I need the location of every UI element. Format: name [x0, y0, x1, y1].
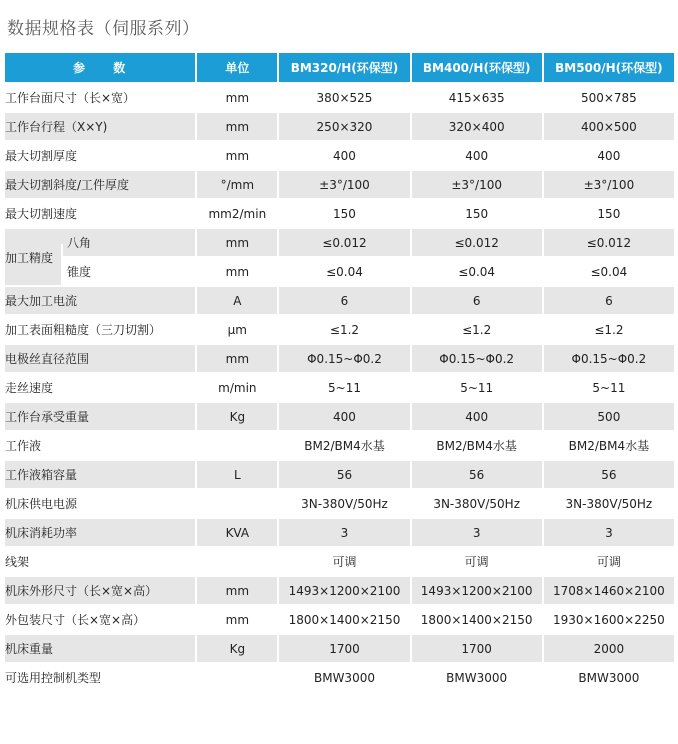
- row-unit: mm: [197, 113, 279, 142]
- table-row: [5, 84, 676, 113]
- row-value-model-3: 可调: [544, 548, 676, 577]
- row-value-model-2: 1700: [412, 635, 544, 664]
- row-value-model-2: 1493×1200×2100: [412, 577, 544, 606]
- row-value-model-3: BMW3000: [544, 664, 676, 693]
- row-value-model-2: 400: [412, 403, 544, 432]
- row-value-model-3: BM2/BM4水基: [544, 432, 676, 461]
- row-value-model-1: 6: [279, 287, 411, 316]
- row-value-model-2: Φ0.15~Φ0.2: [412, 345, 544, 374]
- row-value-model-3: 400: [544, 142, 676, 171]
- row-label: 最大加工电流: [5, 287, 197, 316]
- table-row: [5, 519, 676, 548]
- row-unit: mm2/min: [197, 200, 279, 229]
- row-label: 最大切割厚度: [5, 142, 197, 171]
- row-label: 机床消耗功率: [5, 519, 197, 548]
- row-label: [5, 229, 197, 265]
- row-value-model-1: 250×320: [279, 113, 411, 142]
- row-value-model-3: 500×785: [544, 84, 676, 113]
- header-model-3: BM500/H(环保型): [544, 53, 676, 84]
- table-row: [5, 287, 676, 316]
- row-value-model-1: 1493×1200×2100: [279, 577, 411, 606]
- row-label: 机床供电电源: [5, 490, 197, 519]
- row-value-model-1: 1700: [279, 635, 411, 664]
- row-unit: [197, 664, 279, 693]
- row-label: 工作液箱容量: [5, 461, 197, 490]
- row-unit: mm: [197, 345, 279, 374]
- row-unit: [197, 490, 279, 519]
- table-row: [5, 200, 676, 229]
- row-unit: A: [197, 287, 279, 316]
- row-value-model-3: 1708×1460×2100: [544, 577, 676, 606]
- row-unit: KVA: [197, 519, 279, 548]
- row-value-model-1: 5~11: [279, 374, 411, 403]
- spec-table: [5, 53, 676, 693]
- row-value-model-2: BM2/BM4水基: [412, 432, 544, 461]
- row-value-model-3: 6: [544, 287, 676, 316]
- row-value-model-2: 415×635: [412, 84, 544, 113]
- row-label: 工作台行程（X×Y): [5, 113, 197, 142]
- row-label: 电极丝直径范围: [5, 345, 197, 374]
- row-label: 加工表面粗糙度（三刀切割）: [5, 316, 197, 345]
- row-unit: [197, 432, 279, 461]
- table-row: [5, 577, 676, 606]
- table-row: [5, 548, 676, 577]
- row-value-model-1: 400: [279, 142, 411, 171]
- sub-label: 八角: [67, 236, 92, 250]
- row-value-model-3: 56: [544, 461, 676, 490]
- row-value-model-1: ≤0.012: [279, 229, 411, 258]
- row-label: 最大切割斜度/工件厚度: [5, 171, 197, 200]
- row-value-model-1: ≤0.04: [279, 258, 411, 287]
- row-label: 工作台面尺寸（长×宽）: [5, 84, 197, 113]
- table-row: [5, 490, 676, 519]
- row-value-model-1: 56: [279, 461, 411, 490]
- header-param: 参 数: [5, 53, 197, 84]
- row-value-model-3: 3N-380V/50Hz: [544, 490, 676, 519]
- row-value-model-3: 150: [544, 200, 676, 229]
- row-value-model-3: 2000: [544, 635, 676, 664]
- row-value-model-2: 3: [412, 519, 544, 548]
- row-label: 外包装尺寸（长×宽×高）: [5, 606, 197, 635]
- row-unit: mm: [197, 258, 279, 287]
- row-unit: Kg: [197, 403, 279, 432]
- row-value-model-2: ≤1.2: [412, 316, 544, 345]
- row-label: 线架: [5, 548, 197, 577]
- row-unit: °/mm: [197, 171, 279, 200]
- row-label: 最大切割速度: [5, 200, 197, 229]
- row-value-model-1: 1800×1400×2150: [279, 606, 411, 635]
- row-value-model-3: 5~11: [544, 374, 676, 403]
- spec-table-body: [5, 84, 676, 693]
- row-label: 可选用控制机类型: [5, 664, 197, 693]
- table-row: [5, 664, 676, 693]
- row-value-model-2: BMW3000: [412, 664, 544, 693]
- table-row: [5, 374, 676, 403]
- table-row: [5, 606, 676, 635]
- row-value-model-3: 400×500: [544, 113, 676, 142]
- row-value-model-1: ≤1.2: [279, 316, 411, 345]
- table-header-row: [5, 53, 676, 84]
- row-unit: [197, 548, 279, 577]
- row-value-model-2: 400: [412, 142, 544, 171]
- row-value-model-2: 320×400: [412, 113, 544, 142]
- row-value-model-1: 3: [279, 519, 411, 548]
- row-unit: Kg: [197, 635, 279, 664]
- row-value-model-1: BM2/BM4水基: [279, 432, 411, 461]
- row-unit: m/min: [197, 374, 279, 403]
- row-value-model-2: 150: [412, 200, 544, 229]
- row-value-model-1: 可调: [279, 548, 411, 577]
- row-value-model-3: ±3°/100: [544, 171, 676, 200]
- row-unit: mm: [197, 606, 279, 635]
- group-label: 加工精度: [5, 244, 63, 271]
- table-row: [5, 316, 676, 345]
- row-label: 机床重量: [5, 635, 197, 664]
- row-value-model-3: ≤0.04: [544, 258, 676, 287]
- row-unit: mm: [197, 577, 279, 606]
- row-value-model-2: 1800×1400×2150: [412, 606, 544, 635]
- row-value-model-3: 3: [544, 519, 676, 548]
- row-value-model-1: ±3°/100: [279, 171, 411, 200]
- row-unit: mm: [197, 142, 279, 171]
- row-unit: μm: [197, 316, 279, 345]
- row-value-model-2: 5~11: [412, 374, 544, 403]
- table-row: [5, 258, 676, 287]
- table-row: [5, 113, 676, 142]
- row-label: 工作液: [5, 432, 197, 461]
- row-value-model-1: BMW3000: [279, 664, 411, 693]
- header-model-2: BM400/H(环保型): [412, 53, 544, 84]
- row-label: 工作台承受重量: [5, 403, 197, 432]
- row-value-model-2: ≤0.04: [412, 258, 544, 287]
- row-unit: mm: [197, 229, 279, 258]
- table-row: [5, 461, 676, 490]
- table-row: [5, 432, 676, 461]
- sub-label: 锥度: [67, 265, 92, 279]
- row-label: 走丝速度: [5, 374, 197, 403]
- page-title: 数据规格表（伺服系列）: [7, 19, 200, 39]
- table-row: [5, 635, 676, 664]
- row-value-model-2: 3N-380V/50Hz: [412, 490, 544, 519]
- row-value-model-3: ≤1.2: [544, 316, 676, 345]
- row-value-model-2: ±3°/100: [412, 171, 544, 200]
- row-value-model-1: 3N-380V/50Hz: [279, 490, 411, 519]
- table-row: [5, 403, 676, 432]
- row-unit: mm: [197, 84, 279, 113]
- row-value-model-1: 380×525: [279, 84, 411, 113]
- row-value-model-1: 150: [279, 200, 411, 229]
- row-label: 机床外形尺寸（长×宽×高）: [5, 577, 197, 606]
- table-row: [5, 345, 676, 374]
- table-row: [5, 171, 676, 200]
- row-unit: L: [197, 461, 279, 490]
- table-row: [5, 142, 676, 171]
- row-value-model-2: 可调: [412, 548, 544, 577]
- header-unit: 单位: [197, 53, 279, 84]
- row-value-model-2: 6: [412, 287, 544, 316]
- row-value-model-3: ≤0.012: [544, 229, 676, 258]
- row-value-model-3: 1930×1600×2250: [544, 606, 676, 635]
- row-value-model-3: Φ0.15~Φ0.2: [544, 345, 676, 374]
- row-value-model-3: 500: [544, 403, 676, 432]
- row-value-model-2: 56: [412, 461, 544, 490]
- row-value-model-2: ≤0.012: [412, 229, 544, 258]
- header-model-1: BM320/H(环保型): [279, 53, 411, 84]
- row-value-model-1: 400: [279, 403, 411, 432]
- table-row: [5, 229, 676, 258]
- row-value-model-1: Φ0.15~Φ0.2: [279, 345, 411, 374]
